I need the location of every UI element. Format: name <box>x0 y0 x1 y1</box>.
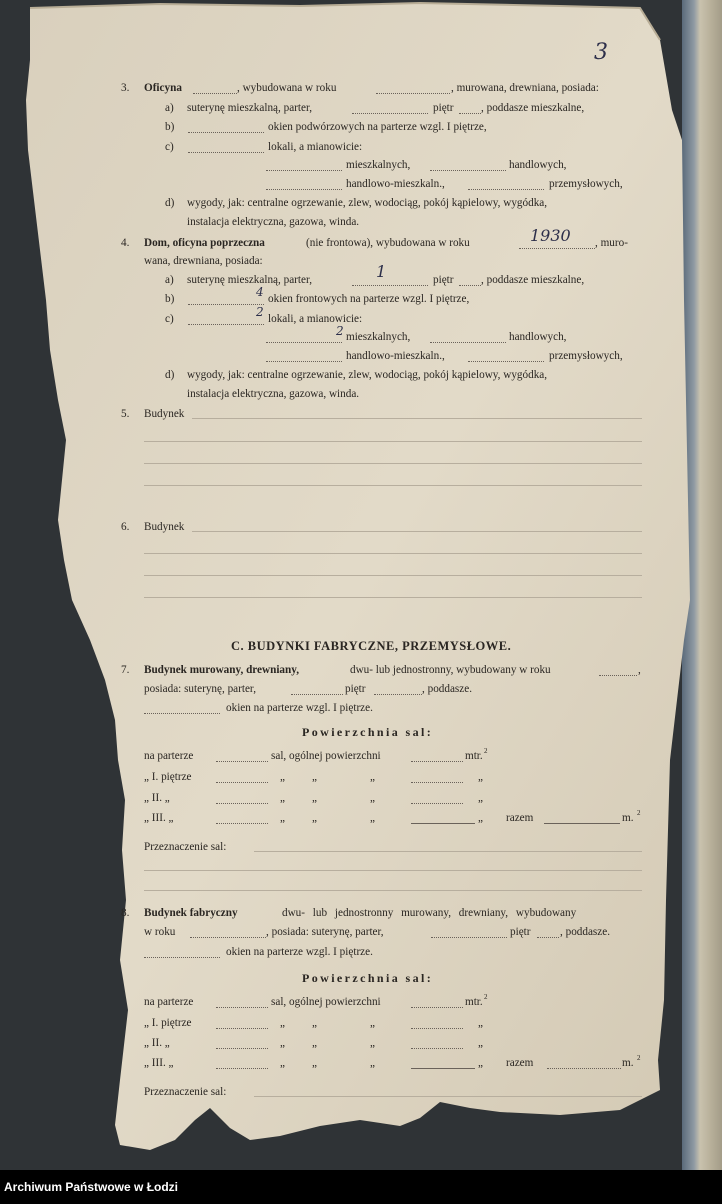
text-line: , muro- <box>595 237 628 249</box>
handwritten-res-units: 2 <box>336 324 344 338</box>
ditto-mark: „ <box>280 1057 285 1069</box>
text-line: sal, ogólnej powierzchni <box>271 750 381 762</box>
fill-line <box>144 890 642 891</box>
text-line: dwu- lub jednostronny, wybudowany w roku <box>350 664 551 676</box>
text-line: sal, ogólnej powierzchni <box>271 996 381 1008</box>
fill-line <box>544 823 620 824</box>
fill-line <box>190 937 266 938</box>
row-label: „ I. piętrze <box>144 1017 192 1029</box>
text-line: okien na parterze wzgl. I piętrze. <box>226 946 373 958</box>
section-number: 6. <box>121 521 130 533</box>
fill-line <box>216 803 268 804</box>
section-number: 8. <box>121 907 130 919</box>
ditto-mark: „ <box>280 1037 285 1049</box>
text-line: lokali, a mianowicie: <box>268 313 363 325</box>
section-title: Budynek fabryczny <box>144 907 238 919</box>
item-letter: a) <box>165 274 174 286</box>
text-line: razem <box>506 812 534 824</box>
text-line: mieszkalnych, <box>346 159 411 171</box>
text-line: handlowych, <box>509 159 567 171</box>
item-letter: d) <box>165 197 175 209</box>
fill-line <box>216 782 268 783</box>
fill-line <box>216 761 268 762</box>
fill-line <box>537 937 559 938</box>
fill-line <box>411 1048 463 1049</box>
text-line: przemysłowych, <box>549 350 623 362</box>
ditto-mark: „ <box>370 1037 375 1049</box>
fill-line <box>459 113 481 114</box>
text-line: mtr. <box>465 750 483 762</box>
text-line: , posiada: suterynę, parter, <box>266 926 384 938</box>
handwritten-page-number: 3 <box>594 40 608 65</box>
text-line: , poddasze. <box>560 926 611 938</box>
row-label: „ II. „ <box>144 792 170 804</box>
row-label: „ II. „ <box>144 1037 170 1049</box>
ditto-mark: „ <box>478 792 483 804</box>
section-number: 5. <box>121 408 130 420</box>
section-heading-c: C. BUDYNKI FABRYCZNE, PRZEMYSŁOWE. <box>231 639 512 653</box>
fill-line <box>144 485 642 486</box>
text-line: , poddasze mieszkalne, <box>481 102 585 114</box>
fill-line <box>144 713 220 714</box>
fill-line <box>266 342 342 343</box>
ditto-mark: „ <box>370 1017 375 1029</box>
section-number: 7. <box>121 664 130 676</box>
fill-line <box>144 597 642 598</box>
row-label: na parterze <box>144 750 194 762</box>
text-line: (nie frontowa), wybudowana w roku <box>306 237 470 249</box>
section-label: Budynek <box>144 521 185 533</box>
fill-line <box>430 342 506 343</box>
handwritten-year: 1930 <box>530 226 571 245</box>
fill-line <box>291 694 343 695</box>
text-line: , poddasze mieszkalne, <box>481 274 585 286</box>
fill-line <box>188 152 264 153</box>
fill-line <box>254 1096 642 1097</box>
fill-line <box>599 675 637 676</box>
fill-line <box>468 189 544 190</box>
fill-line <box>411 1007 463 1008</box>
fill-line <box>374 694 422 695</box>
fill-line <box>376 93 450 94</box>
ditto-mark: „ <box>370 771 375 783</box>
fill-line <box>411 782 463 783</box>
ditto-mark: „ <box>312 812 317 824</box>
text-line: , poddasze. <box>422 683 473 695</box>
fill-line <box>411 1068 475 1069</box>
text-line: wana, drewniana, posiada: <box>144 255 263 267</box>
fill-line <box>216 1028 268 1029</box>
item-letter: d) <box>165 369 175 381</box>
fill-line <box>188 324 264 325</box>
ditto-mark: „ <box>478 1037 483 1049</box>
text-line: posiada: suterynę, parter, <box>144 683 257 695</box>
fill-line <box>188 304 264 305</box>
text-line: okien na parterze wzgl. I piętrze. <box>226 702 373 714</box>
fill-line <box>519 248 595 249</box>
fill-line <box>411 803 463 804</box>
handwritten-windows: 4 <box>256 285 264 299</box>
ditto-mark: „ <box>280 771 285 783</box>
ditto-mark: „ <box>280 792 285 804</box>
ditto-mark: „ <box>478 1017 483 1029</box>
subheading: Powierzchnia sal: <box>302 971 434 985</box>
fill-line <box>144 441 642 442</box>
subheading: Powierzchnia sal: <box>302 725 434 739</box>
ditto-mark: „ <box>370 792 375 804</box>
fill-line <box>266 361 342 362</box>
fill-line <box>352 285 428 286</box>
text-line: dwu- lub jednostronny murowany, drewniany, wybudowany <box>282 907 577 919</box>
row-label: „ III. „ <box>144 1057 174 1069</box>
row-label: Przeznaczenie sal: <box>144 1086 227 1098</box>
fill-line <box>144 553 642 554</box>
text-line: wygody, jak: centralne ogrzewanie, zlew, wodociąg, pokój kąpielowy, wygódka, <box>187 197 548 209</box>
fill-line <box>144 575 642 576</box>
fill-line <box>459 285 481 286</box>
fill-line <box>144 957 220 958</box>
text-line: , murowana, drewniana, posiada: <box>451 82 599 94</box>
fill-line <box>547 1068 621 1069</box>
fill-line <box>188 132 264 133</box>
ditto-mark: „ <box>312 1017 317 1029</box>
fill-line <box>216 1068 268 1069</box>
text-line: suterynę mieszkalną, parter, <box>187 274 313 286</box>
fill-line <box>192 531 642 532</box>
item-letter: a) <box>165 102 174 114</box>
ditto-mark: „ <box>280 812 285 824</box>
fill-line <box>468 361 544 362</box>
ditto-mark: „ <box>478 812 483 824</box>
fill-line <box>216 1048 268 1049</box>
text-line: wygody, jak: centralne ogrzewanie, zlew, wodociąg, pokój kąpielowy, wygódka, <box>187 369 548 381</box>
text-line: razem <box>506 1057 534 1069</box>
ditto-mark: „ <box>312 771 317 783</box>
text-line: okien podwórzowych na parterze wzgl. I piętrze, <box>268 121 487 133</box>
ditto-mark: „ <box>312 1057 317 1069</box>
fill-line <box>352 113 428 114</box>
fill-line <box>192 418 642 419</box>
ditto-mark: „ <box>312 792 317 804</box>
text-line: piętr <box>433 102 454 114</box>
fill-line <box>411 823 475 824</box>
row-label: „ III. „ <box>144 812 174 824</box>
text-line: handlowo-mieszkaln., <box>346 350 445 362</box>
item-letter: b) <box>165 293 175 305</box>
item-letter: c) <box>165 141 174 153</box>
handwritten-units: 2 <box>256 305 264 319</box>
text-line: okien frontowych na parterze wzgl. I piętrze, <box>268 293 470 305</box>
superscript: 2 <box>484 993 488 1001</box>
text-line: mieszkalnych, <box>346 331 411 343</box>
handwritten-floors: 1 <box>376 262 387 281</box>
text-line: piętr <box>433 274 454 286</box>
row-label: na parterze <box>144 996 194 1008</box>
row-label: Przeznaczenie sal: <box>144 841 227 853</box>
fill-line <box>216 823 268 824</box>
item-letter: b) <box>165 121 175 133</box>
section-number: 3. <box>121 82 130 94</box>
superscript: 2 <box>484 747 488 755</box>
fill-line <box>411 1028 463 1029</box>
ditto-mark: „ <box>478 771 483 783</box>
fill-line <box>411 761 463 762</box>
text-line: handlowych, <box>509 331 567 343</box>
text-line: , wybudowana w roku <box>237 82 337 94</box>
fill-line <box>430 170 506 171</box>
text-line: m. <box>622 812 634 824</box>
fill-line <box>266 189 342 190</box>
text-line: m. <box>622 1057 634 1069</box>
text-line: mtr. <box>465 996 483 1008</box>
archive-footer: Archiwum Państwowe w Łodzi <box>0 1170 722 1204</box>
ditto-mark: „ <box>280 1017 285 1029</box>
ditto-mark: „ <box>312 1037 317 1049</box>
text-line: w roku <box>144 926 176 938</box>
ditto-mark: „ <box>370 812 375 824</box>
section-title: Dom, oficyna poprzeczna <box>144 237 265 249</box>
fill-line <box>431 937 507 938</box>
row-label: „ I. piętrze <box>144 771 192 783</box>
text-line: lokali, a mianowicie: <box>268 141 363 153</box>
section-number: 4. <box>121 237 130 249</box>
fill-line <box>144 870 642 871</box>
text-line: instalacja elektryczna, gazowa, winda. <box>187 388 360 400</box>
superscript: 2 <box>637 1054 641 1062</box>
section-label: Budynek <box>144 408 185 420</box>
text-line: piętr <box>510 926 531 938</box>
fill-line <box>144 463 642 464</box>
text-line: instalacja elektryczna, gazowa, winda. <box>187 216 360 228</box>
superscript: 2 <box>637 809 641 817</box>
text-line: przemysłowych, <box>549 178 623 190</box>
text-line: suterynę mieszkalną, parter, <box>187 102 313 114</box>
fill-line <box>254 851 642 852</box>
fill-line <box>216 1007 268 1008</box>
fill-line <box>193 93 237 94</box>
ditto-mark: „ <box>478 1057 483 1069</box>
text-line: piętr <box>345 683 366 695</box>
text-line: , <box>638 664 641 676</box>
text-line: handlowo-mieszkaln., <box>346 178 445 190</box>
section-title: Budynek murowany, drewniany, <box>144 664 300 676</box>
fill-line <box>266 170 342 171</box>
item-letter: c) <box>165 313 174 325</box>
section-title: Oficyna <box>144 82 182 94</box>
ditto-mark: „ <box>370 1057 375 1069</box>
